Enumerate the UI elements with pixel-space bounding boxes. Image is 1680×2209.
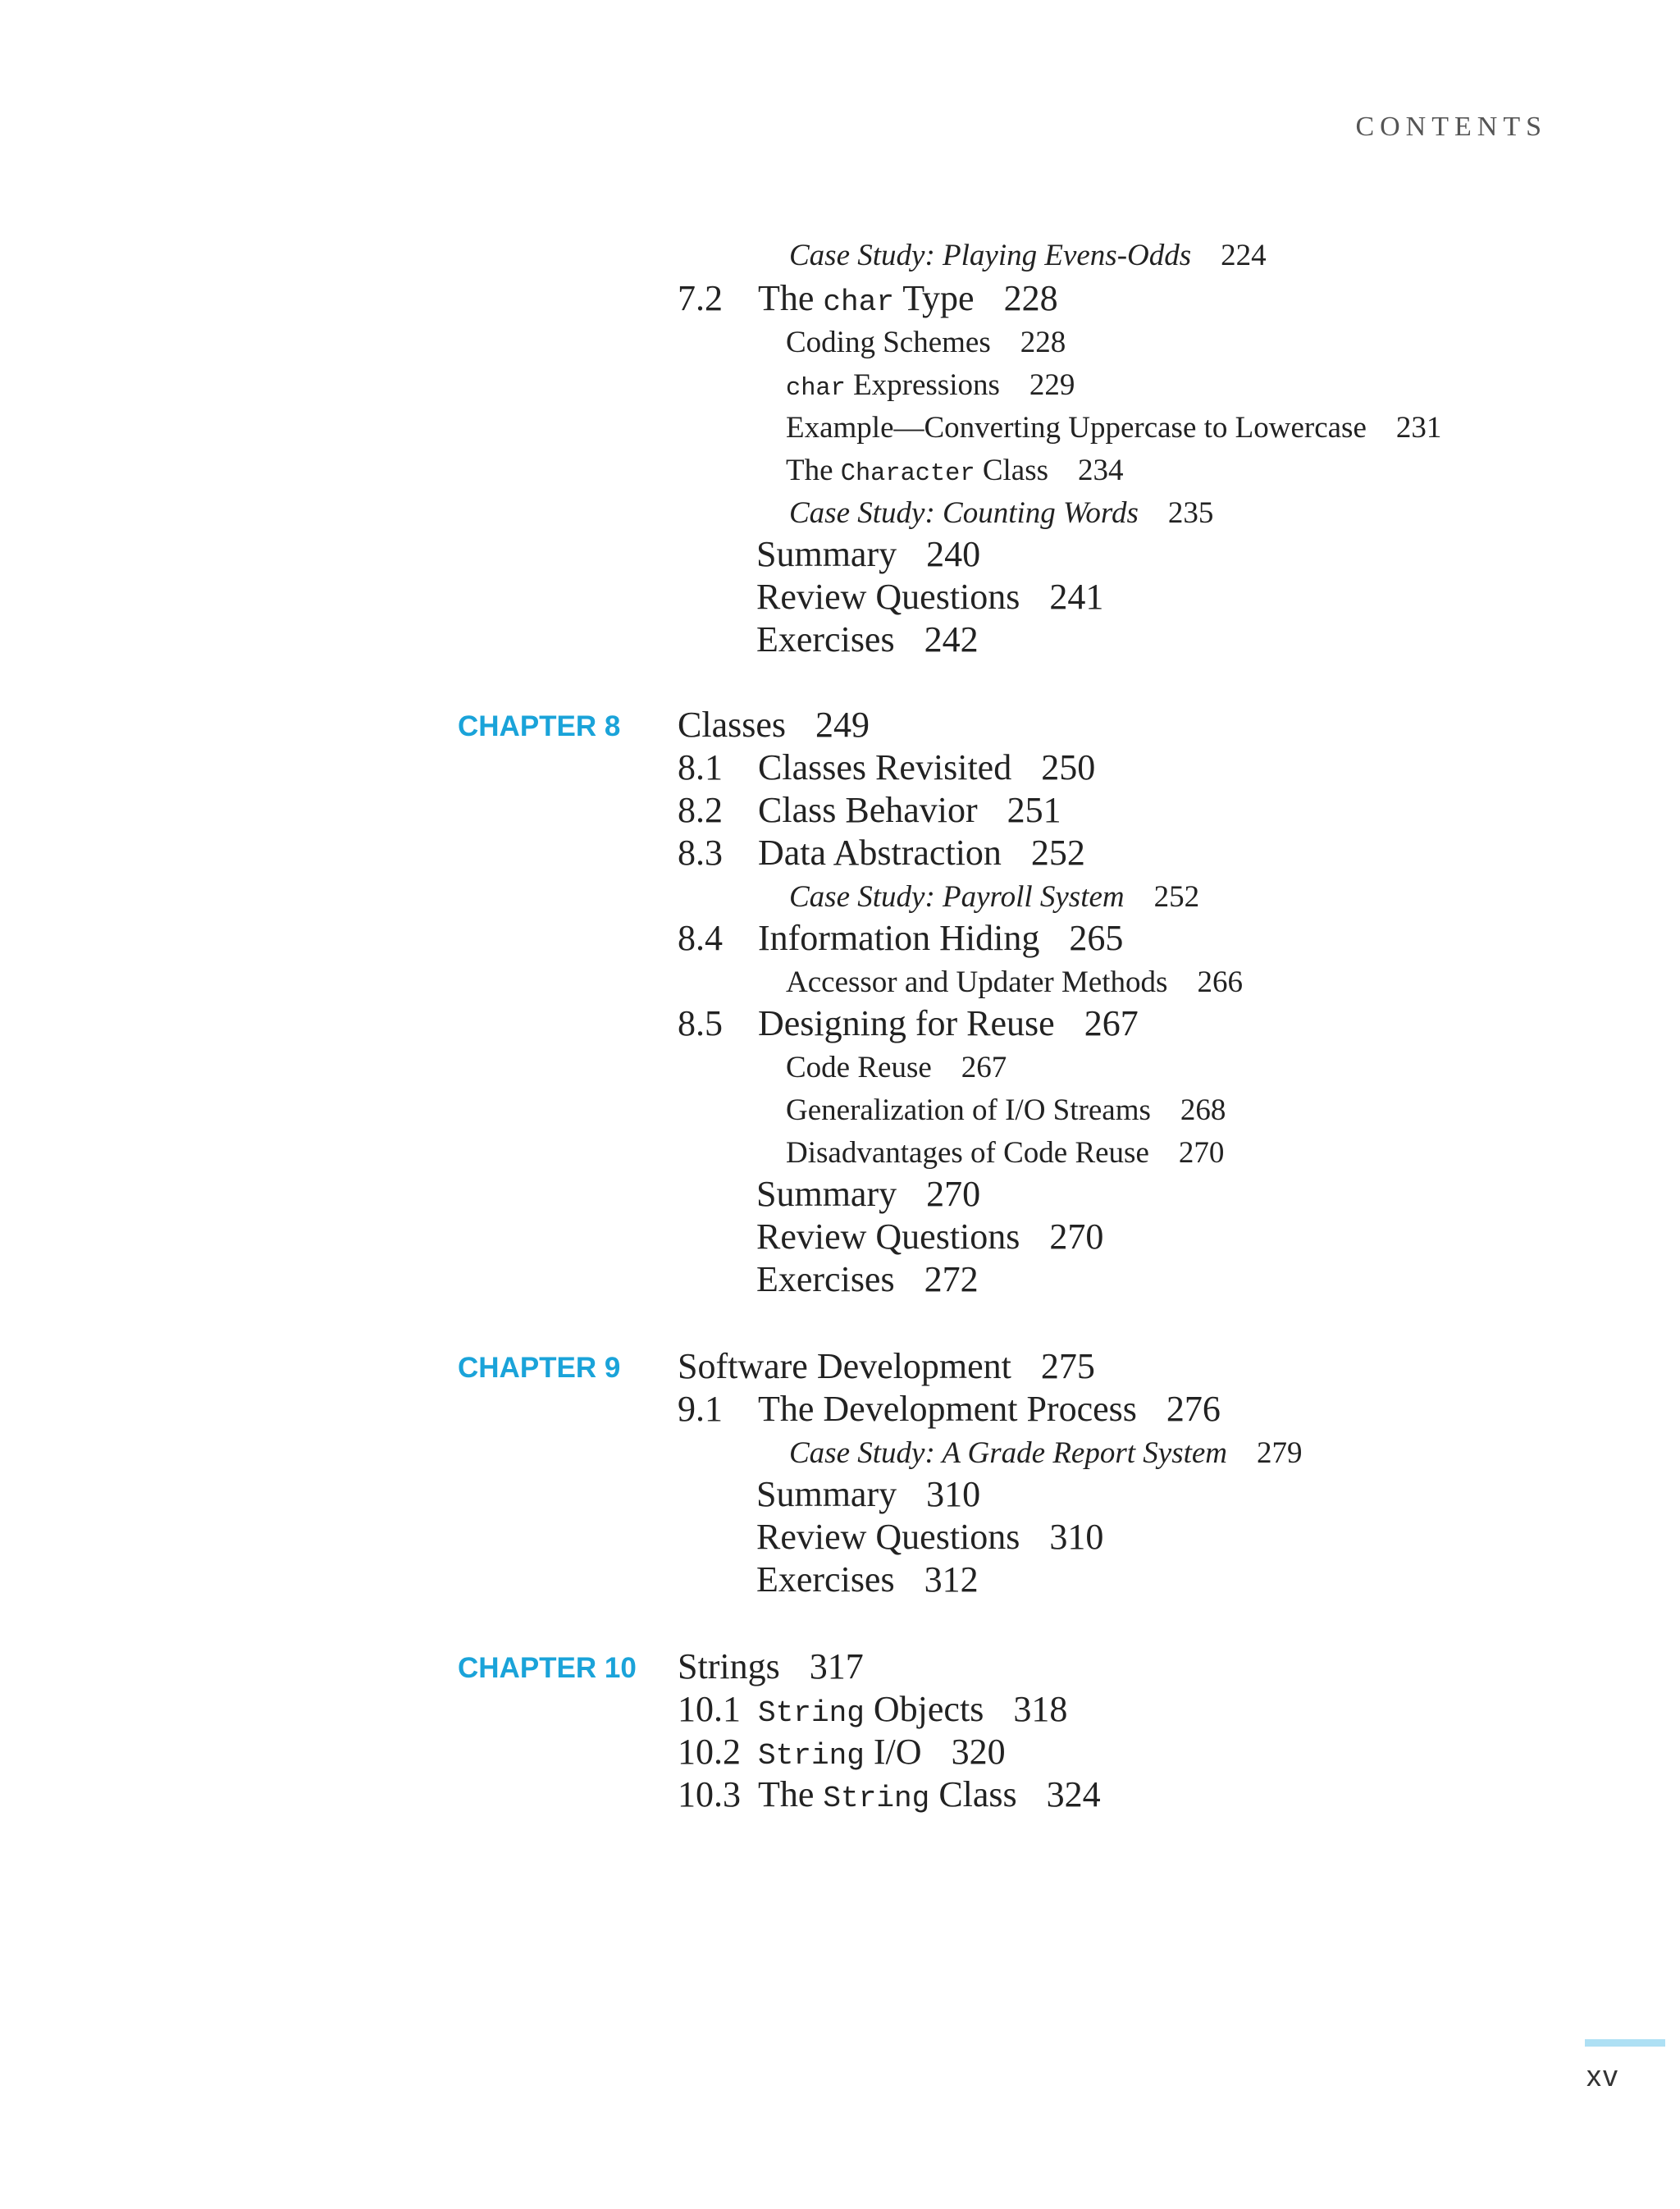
entry-page: 268 <box>1180 1093 1226 1127</box>
toc-entry-summary[interactable] <box>756 533 980 575</box>
toc-entry-exercises[interactable] <box>756 618 979 660</box>
entry-page: 241 <box>1049 577 1104 617</box>
entry-title: Class Behavior <box>758 790 978 830</box>
entry-title: Case Study: Playing Evens-Odds <box>789 239 1192 272</box>
entry-title-post: Expressions <box>845 368 1000 402</box>
entry-page: 270 <box>926 1174 981 1214</box>
entry-title: Coding Schemes <box>786 326 991 359</box>
toc-entry-chapter-classes[interactable] <box>678 704 870 746</box>
entry-page: 279 <box>1257 1436 1303 1470</box>
entry-title-post: Objects <box>864 1689 984 1729</box>
entry-title-post: I/O <box>864 1732 922 1772</box>
toc-entry-summary[interactable] <box>756 1173 980 1215</box>
entry-page: 324 <box>1046 1774 1101 1814</box>
entry-title-code: char <box>823 285 895 319</box>
entry-title: Classes <box>678 705 786 745</box>
folio-rule <box>1585 2039 1665 2047</box>
entry-page: 234 <box>1078 454 1124 487</box>
entry-title: Software Development <box>678 1346 1011 1386</box>
toc-entry-review-questions[interactable] <box>756 1216 1103 1257</box>
entry-page: 270 <box>1178 1136 1225 1170</box>
entry-title-post: Type <box>894 278 975 318</box>
entry-title: Example—Converting Uppercase to Lowercase <box>786 411 1367 445</box>
toc-entry-section-7-2[interactable] <box>678 277 1058 319</box>
entry-page: 228 <box>1003 278 1058 318</box>
entry-title: Data Abstraction <box>758 833 1002 873</box>
entry-title: The Development Process <box>758 1389 1137 1429</box>
entry-page: 252 <box>1030 833 1085 873</box>
entry-title-post: Class <box>929 1774 1017 1814</box>
entry-title: Review Questions <box>756 577 1020 617</box>
entry-page: 249 <box>815 705 870 745</box>
entry-title: Accessor and Updater Methods <box>786 965 1168 999</box>
toc-entry-section-8-1[interactable] <box>678 746 1095 788</box>
toc-entry-character-class[interactable] <box>786 453 1124 488</box>
entry-title-code: String <box>758 1739 865 1773</box>
entry-page: 229 <box>1029 368 1075 402</box>
section-number: 10.3 <box>678 1774 741 1814</box>
toc-entry-section-10-2[interactable] <box>678 1731 1006 1773</box>
entry-page: 240 <box>926 534 981 574</box>
entry-page: 267 <box>1084 1003 1139 1043</box>
entry-title-pre: The <box>758 1774 824 1814</box>
entry-page: 265 <box>1069 918 1124 958</box>
entry-page: 266 <box>1197 965 1243 999</box>
entry-title: Exercises <box>756 619 895 660</box>
toc-entry-code-reuse[interactable] <box>786 1050 1007 1085</box>
toc-entry-coding-schemes[interactable] <box>786 325 1066 360</box>
toc-entry-case-study-evens-odds[interactable] <box>789 238 1267 273</box>
entry-page: 231 <box>1395 411 1442 445</box>
entry-title: Classes Revisited <box>758 747 1012 787</box>
entry-page: 317 <box>809 1646 864 1686</box>
entry-page: 310 <box>926 1474 981 1514</box>
toc-entry-section-8-3[interactable] <box>678 832 1085 874</box>
entry-title: Case Study: A Grade Report System <box>789 1436 1228 1470</box>
toc-entry-review-questions[interactable] <box>756 576 1103 618</box>
section-number: 7.2 <box>678 278 723 318</box>
entry-title: Case Study: Counting Words <box>789 496 1139 530</box>
entry-title: Generalization of I/O Streams <box>786 1093 1151 1127</box>
chapter-label-9: CHAPTER 9 <box>458 1352 621 1384</box>
entry-page: 252 <box>1153 880 1200 914</box>
entry-page: 276 <box>1166 1389 1221 1429</box>
running-head: CONTENTS <box>1355 112 1547 142</box>
toc-entry-section-9-1[interactable] <box>678 1388 1221 1430</box>
entry-title-code: String <box>758 1696 865 1730</box>
toc-entry-accessor-updater[interactable] <box>786 965 1243 1000</box>
entry-title: Review Questions <box>756 1517 1020 1557</box>
section-number: 8.2 <box>678 790 723 830</box>
toc-entry-section-10-1[interactable] <box>678 1688 1067 1730</box>
toc-entry-chapter-software-development[interactable] <box>678 1345 1095 1387</box>
entry-title: Information Hiding <box>758 918 1040 958</box>
page-number: xv <box>1586 2059 1619 2093</box>
toc-entry-disadvantages-code-reuse[interactable] <box>786 1135 1224 1171</box>
toc-entry-case-study-payroll[interactable] <box>789 879 1199 915</box>
entry-title: Review Questions <box>756 1216 1020 1257</box>
entry-title-code: String <box>823 1782 930 1815</box>
entry-title: Summary <box>756 1474 897 1514</box>
toc-entry-exercises[interactable] <box>756 1258 979 1300</box>
entry-page: 275 <box>1040 1346 1095 1386</box>
entry-title: Exercises <box>756 1259 895 1299</box>
entry-title: Designing for Reuse <box>758 1003 1055 1043</box>
entry-page: 251 <box>1007 790 1061 830</box>
entry-title-code: char <box>786 375 846 403</box>
section-number: 8.3 <box>678 833 723 873</box>
entry-title: Summary <box>756 534 897 574</box>
entry-page: 312 <box>924 1559 979 1600</box>
entry-title: Summary <box>756 1174 897 1214</box>
entry-title-pre: The <box>758 278 824 318</box>
section-number: 8.1 <box>678 747 723 787</box>
section-number: 8.5 <box>678 1003 723 1043</box>
entry-page: 242 <box>924 619 979 660</box>
entry-title: Case Study: Payroll System <box>789 880 1125 914</box>
chapter-label-10: CHAPTER 10 <box>458 1652 637 1684</box>
toc-entry-generalization-io-streams[interactable] <box>786 1093 1226 1128</box>
toc-entry-review-questions[interactable] <box>756 1516 1103 1558</box>
entry-page: 318 <box>1013 1689 1068 1729</box>
toc-entry-section-10-3[interactable] <box>678 1773 1101 1815</box>
toc-entry-section-8-2[interactable] <box>678 789 1061 831</box>
entry-page: 250 <box>1041 747 1096 787</box>
toc-entry-case-study-counting-words[interactable] <box>789 495 1213 531</box>
section-number: 10.1 <box>678 1689 741 1729</box>
toc-entry-exercises[interactable] <box>756 1559 979 1600</box>
section-number: 8.4 <box>678 918 723 958</box>
entry-title-pre: The <box>786 454 841 487</box>
entry-page: 272 <box>924 1259 979 1299</box>
entry-page: 320 <box>951 1732 1006 1772</box>
chapter-label-8: CHAPTER 8 <box>458 710 621 742</box>
toc-entry-section-8-4[interactable] <box>678 917 1123 959</box>
entry-page: 228 <box>1020 326 1066 359</box>
entry-title: Code Reuse <box>786 1051 932 1084</box>
entry-title: Strings <box>678 1646 780 1686</box>
section-number: 9.1 <box>678 1389 723 1429</box>
toc-entry-char-expressions[interactable] <box>786 367 1075 403</box>
section-number: 10.2 <box>678 1732 741 1772</box>
entry-page: 310 <box>1049 1517 1104 1557</box>
entry-page: 270 <box>1049 1216 1104 1257</box>
entry-page: 267 <box>961 1051 1007 1084</box>
entry-title: Exercises <box>756 1559 895 1600</box>
toc-entry-case-study-grade-report[interactable] <box>789 1435 1303 1471</box>
toc-entry-summary[interactable] <box>756 1473 980 1515</box>
entry-title: Disadvantages of Code Reuse <box>786 1136 1149 1170</box>
entry-title-code: Character <box>840 460 975 488</box>
toc-entry-section-8-5[interactable] <box>678 1002 1139 1044</box>
entry-page: 224 <box>1221 239 1267 272</box>
entry-page: 235 <box>1167 496 1214 530</box>
entry-title-post: Class <box>975 454 1049 487</box>
toc-entry-example-uppercase-lowercase[interactable] <box>786 410 1441 445</box>
toc-entry-chapter-strings[interactable] <box>678 1645 864 1687</box>
